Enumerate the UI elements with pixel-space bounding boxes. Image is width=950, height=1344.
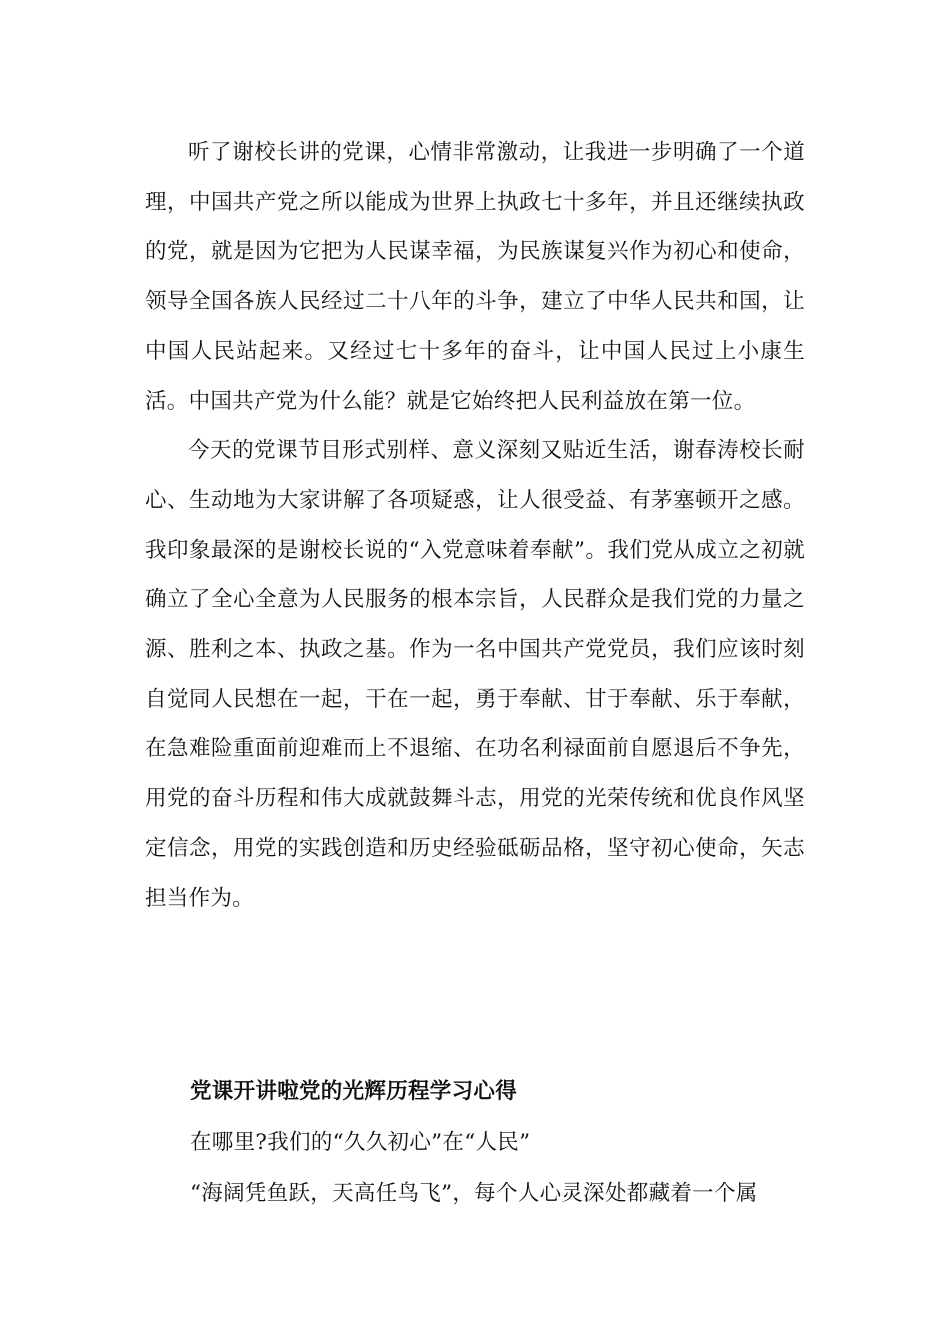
section-heading: 党课开讲啦党的光辉历程学习心得: [190, 1079, 518, 1104]
text-line-2: “海阔凭鱼跃，天高任鸟飞”，每个人心灵深处都藏着一个属: [190, 1181, 758, 1206]
paragraph-1: 听了谢校长讲的党课，心情非常激动，让我进一步明确了一个道理，中国共产党之所以能成为世界上执政七十多年，并且还继续执政的党，就是因为它把为人民谋幸福，为民族谋复兴作为初心和使命，领导全国各族人民经过二十八年的斗争，建立了中华人民共和国，让中国人民站起来。又经过七十多年的奋斗，让中国人民过上小康生活。中国共产党为什么能？就是它始终把人民利益放在第一位。: [145, 140, 805, 414]
paragraph-2: 今天的党课节目形式别样、意义深刻又贴近生活，谢春涛校长耐心、生动地为大家讲解了各项疑惑，让人很受益、有茅塞顿开之感。我印象最深的是谢校长说的“入党意味着奉献”。我们党从成立之初就确立了全心全意为人民服务的根本宗旨，人民群众是我们党的力量之源、胜利之本、执政之基。作为一名中国共产党党员，我们应该时刻自觉同人民想在一起，干在一起，勇于奉献、甘于奉献、乐于奉献，在急难险重面前迎难而上不退缩、在功名利禄面前自愿退后不争先，用党的奋斗历程和伟大成就鼓舞斗志，用党的光荣传统和优良作风坚定信念，用党的实践创造和历史经验砥砺品格，坚守初心使命，矢志担当作为。: [145, 438, 805, 911]
text-line-1: 在哪里?我们的“久久初心”在“人民”: [190, 1130, 531, 1155]
document-body: [145, 128, 805, 923]
